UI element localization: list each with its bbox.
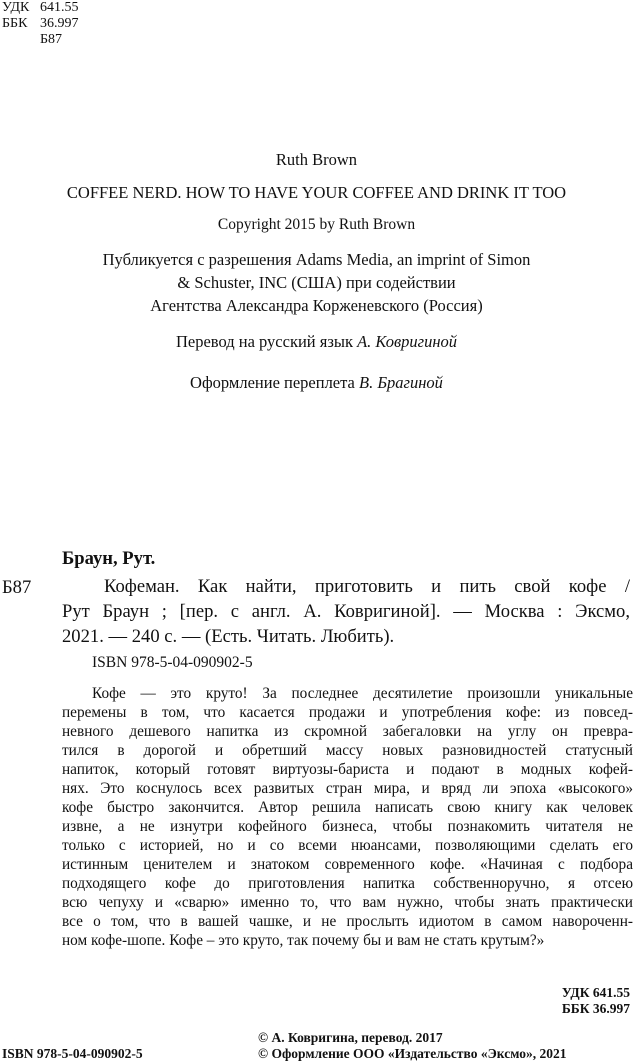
udk-value: 641.55	[40, 0, 79, 15]
entry-line: 2021. — 240 с. — (Есть. Читать. Любить).	[62, 626, 395, 647]
entry-line: Кофеман. Как найти, приготовить и пить свой кофе /	[104, 576, 630, 597]
cover-designer-name: В. Брагиной	[359, 373, 443, 392]
annotation-line: все о том, что в вашей чашке, и не прослыть идиотом в самом навороченн-	[62, 913, 633, 930]
bbk-value: 36.997	[40, 16, 79, 31]
annotation-line: напиток, который готовят виртуозы-бариста и подают в модных кофей-	[62, 761, 633, 778]
copyright-translation: © А. Ковригина, перевод. 2017	[258, 1030, 443, 1045]
permission-line: Агентства Александра Корженевского (Россия)	[150, 296, 483, 315]
translator-name: А. Ковригиной	[357, 332, 458, 351]
annotation-line: извне, а не изнутри кофейного бизнеса, чтобы познакомить читателя не	[62, 818, 633, 835]
udk-label: УДК	[2, 0, 30, 15]
entry-line: Рут Браун ; [пер. с англ. А. Ковригиной]. — Москва : Эксмо,	[62, 601, 630, 622]
annotation-line: только с историей, но и со всеми нюансами, позволяющими сделать его	[62, 837, 633, 854]
footer-codes	[562, 985, 630, 1017]
annotation-line: истинным ценителем и знатоком современного кофе. «Начиная с подбора	[62, 856, 633, 873]
annotation-line: перемены в том, что касается продажи и употребления кофе: из повсед-	[62, 704, 633, 721]
bibliographic-heading: Браун, Рут.	[62, 548, 156, 569]
bbk-label: ББК	[2, 16, 28, 31]
copyright-design: © Оформление ООО «Издательство «Эксмо», 2021	[258, 1046, 567, 1061]
original-title: COFFEE NERD. HOW TO HAVE YOUR COFFEE AND DRINK IT TOO	[66, 183, 567, 202]
footer-bbk: ББК 36.997	[561, 1001, 630, 1016]
translation-prefix: Перевод на русский язык	[175, 332, 358, 351]
footer-udk: УДК 641.55	[561, 985, 630, 1000]
annotation-line: ном кофе-шопе. Кофе – это круто, так почему бы и вам не стать крутым?»	[62, 932, 545, 949]
bibliographic-sign: Б87	[2, 577, 32, 598]
copyright-block	[258, 1030, 566, 1062]
permission-line: Публикуется с разрешения Adams Media, an imprint of Simon	[102, 250, 531, 269]
cover-credit	[0, 373, 633, 393]
translation-credit	[0, 332, 633, 352]
copyright-notice: Copyright 2015 by Ruth Brown	[217, 216, 416, 233]
permission-notice	[0, 248, 633, 317]
udk-row	[2, 0, 79, 16]
isbn-line: ISBN 978-5-04-090902-5	[92, 654, 253, 671]
annotation-line: подходящего кофе до приготовления напитка собственноручно, я отсею	[62, 875, 633, 892]
author-sign: Б87	[40, 32, 63, 47]
annotation-line: тился в дорогой и обретший массу новых разновидностей статусный	[62, 742, 633, 759]
annotation-line: нях. Это коснулось всех развитых стран мира, и вряд ли эпоха «высокого»	[62, 780, 633, 797]
annotation-line: Кофе — это круто! За последнее десятилетие произошли уникальные	[92, 685, 633, 702]
annotation-line: всю чепуху и «сварю» именно то, что вам нужно, чтобы знать практически	[62, 894, 633, 911]
author-sign-row	[2, 32, 79, 48]
bbk-row	[2, 16, 79, 32]
annotation-line: кофе быстро закончится. Автор решила написать свою книгу как человек	[62, 799, 633, 816]
original-author: Ruth Brown	[275, 150, 358, 169]
footer-isbn: ISBN 978-5-04-090902-5	[2, 1046, 143, 1061]
annotation	[62, 684, 633, 950]
annotation-line: невного дешевого напитка из скромной забегаловки на углу он превра-	[62, 723, 633, 740]
classification-codes	[2, 0, 79, 48]
bibliographic-entry	[62, 574, 630, 649]
cover-prefix: Оформление переплета	[190, 373, 359, 392]
permission-line: & Schuster, INC (США) при содействии	[177, 273, 456, 292]
